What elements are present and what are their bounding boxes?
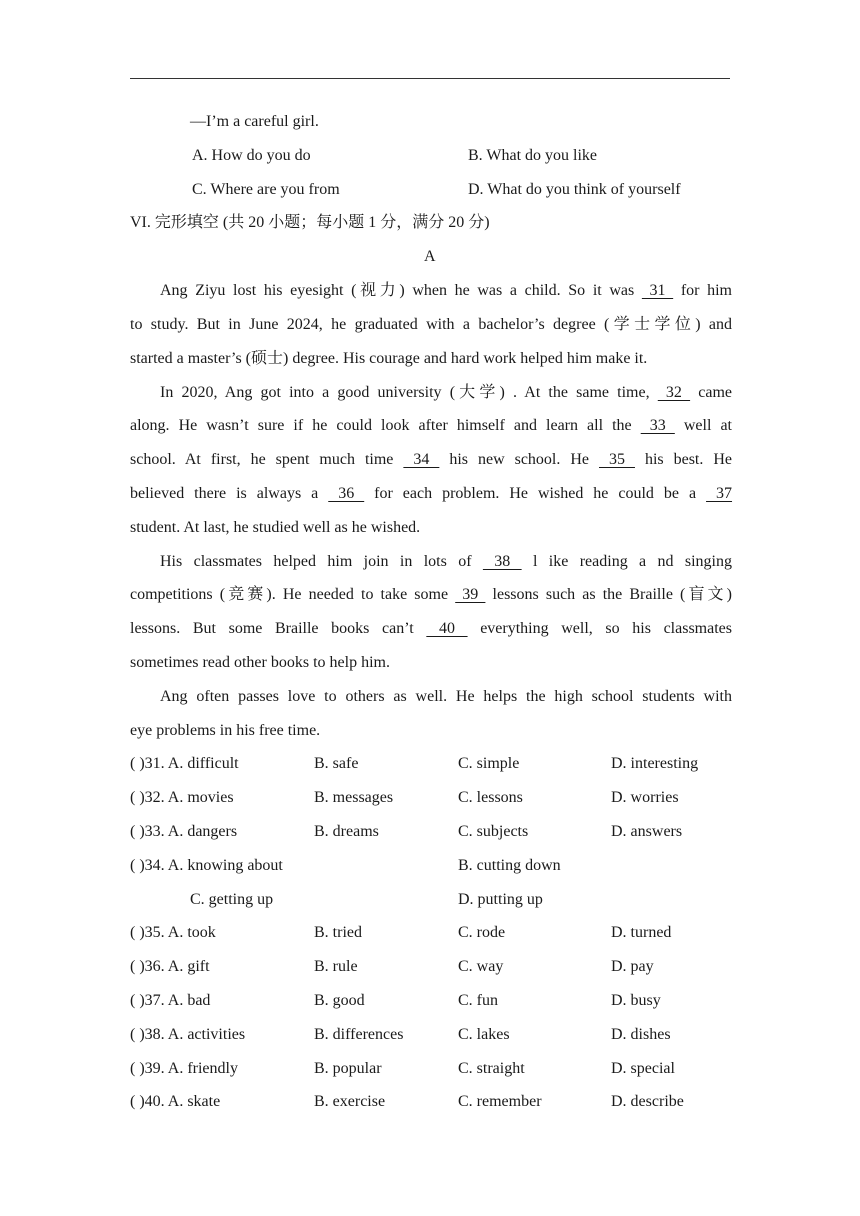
passage-line: eye problems in his free time.: [130, 722, 321, 739]
passage-line: In 2020, Ang got into a good university (大学) . At the same time, 32 came: [160, 384, 733, 401]
answer-line: —I’m a careful girl.: [190, 113, 319, 130]
section-heading: VI. 完形填空 (共 20 小题；每小题 1 分，满分 20 分): [130, 214, 490, 231]
blank-37: 37: [706, 485, 733, 502]
blank-34: 34: [403, 451, 440, 468]
question-32-c: C. lessons: [458, 789, 523, 806]
question-37-c: C. fun: [458, 992, 498, 1009]
part-label: A: [424, 248, 436, 265]
blank-33: 33: [640, 417, 675, 434]
question-39-c: C. straight: [458, 1060, 525, 1077]
passage-line: to study. But in June 2024, he graduated with a bachelor’s degree (学士学位) and: [130, 316, 732, 333]
passage-line: competitions (竞赛). He needed to take some 39 lessons such as the Braille (盲文): [130, 586, 732, 603]
passage-line: student. At last, he studied well as he wished.: [130, 519, 421, 536]
passage-line: Ang often passes love to others as well. He helps the high school students with: [160, 688, 732, 705]
question-40-a: ( )40. A. skate: [130, 1093, 221, 1110]
question-33-a: ( )33. A. dangers: [130, 823, 238, 840]
passage-line: sometimes read other books to help him.: [130, 654, 390, 671]
question-34-d: D. putting up: [458, 891, 543, 908]
blank-38: 38: [482, 553, 522, 570]
question-33-c: C. subjects: [458, 823, 529, 840]
question-36-b: B. rule: [314, 958, 358, 975]
passage-line: believed there is always a 36 for each problem. He wished he could be a 37: [130, 485, 733, 502]
passage-line: Ang Ziyu lost his eyesight (视力) when he was a child. So it was 31 for him: [160, 282, 733, 299]
question-37-b: B. good: [314, 992, 365, 1009]
question-40-c: C. remember: [458, 1093, 542, 1110]
question-37-d: D. busy: [611, 992, 661, 1009]
passage-line: started a master’s (硕士) degree. His courage and hard work helped him make it.: [130, 350, 648, 367]
question-31-b: B. safe: [314, 755, 359, 772]
question-31-a: ( )31. A. difficult: [130, 755, 239, 772]
question-35-c: C. rode: [458, 924, 506, 941]
question-37-a: ( )37. A. bad: [130, 992, 211, 1009]
question-32-a: ( )32. A. movies: [130, 789, 234, 806]
question-36-d: D. pay: [611, 958, 654, 975]
question-40-b: B. exercise: [314, 1093, 386, 1110]
question-32-b: B. messages: [314, 789, 394, 806]
question-39-a: ( )39. A. friendly: [130, 1060, 238, 1077]
header-rule: [130, 78, 730, 79]
question-31-d: D. interesting: [611, 755, 699, 772]
option-d: D. What do you think of yourself: [468, 181, 681, 198]
question-39-b: B. popular: [314, 1060, 382, 1077]
question-39-d: D. special: [611, 1060, 675, 1077]
question-33-b: B. dreams: [314, 823, 379, 840]
blank-32: 32: [657, 384, 691, 401]
option-c: C. Where are you from: [192, 181, 340, 198]
blank-39: 39: [455, 586, 486, 603]
passage-line: lessons. But some Braille books can’t 40 everything well, so his classmates: [130, 620, 732, 637]
blank-31: 31: [641, 282, 674, 299]
option-a: A. How do you do: [192, 147, 311, 164]
question-36-c: C. way: [458, 958, 504, 975]
question-35-b: B. tried: [314, 924, 362, 941]
blank-36: 36: [328, 485, 365, 502]
question-31-c: C. simple: [458, 755, 520, 772]
question-35-a: ( )35. A. took: [130, 924, 216, 941]
question-33-d: D. answers: [611, 823, 683, 840]
question-36-a: ( )36. A. gift: [130, 958, 210, 975]
question-38-b: B. differences: [314, 1026, 404, 1043]
passage-line: school. At first, he spent much time 34 his new school. He 35 his best. He: [130, 451, 733, 468]
question-34-a: ( )34. A. knowing about: [130, 857, 283, 874]
question-40-d: D. describe: [611, 1093, 684, 1110]
option-b: B. What do you like: [468, 147, 598, 164]
question-38-d: D. dishes: [611, 1026, 671, 1043]
passage-line: along. He wasn’t sure if he could look after himself and learn all the 33 well at: [130, 417, 733, 434]
passage-line: His classmates helped him join in lots of 38 l ike reading a nd singing: [160, 553, 733, 570]
blank-40: 40: [426, 620, 468, 637]
blank-35: 35: [599, 451, 635, 468]
question-34-c: C. getting up: [190, 891, 274, 908]
question-38-c: C. lakes: [458, 1026, 510, 1043]
question-34-b: B. cutting down: [458, 857, 561, 874]
question-32-d: D. worries: [611, 789, 679, 806]
question-38-a: ( )38. A. activities: [130, 1026, 246, 1043]
question-35-d: D. turned: [611, 924, 672, 941]
